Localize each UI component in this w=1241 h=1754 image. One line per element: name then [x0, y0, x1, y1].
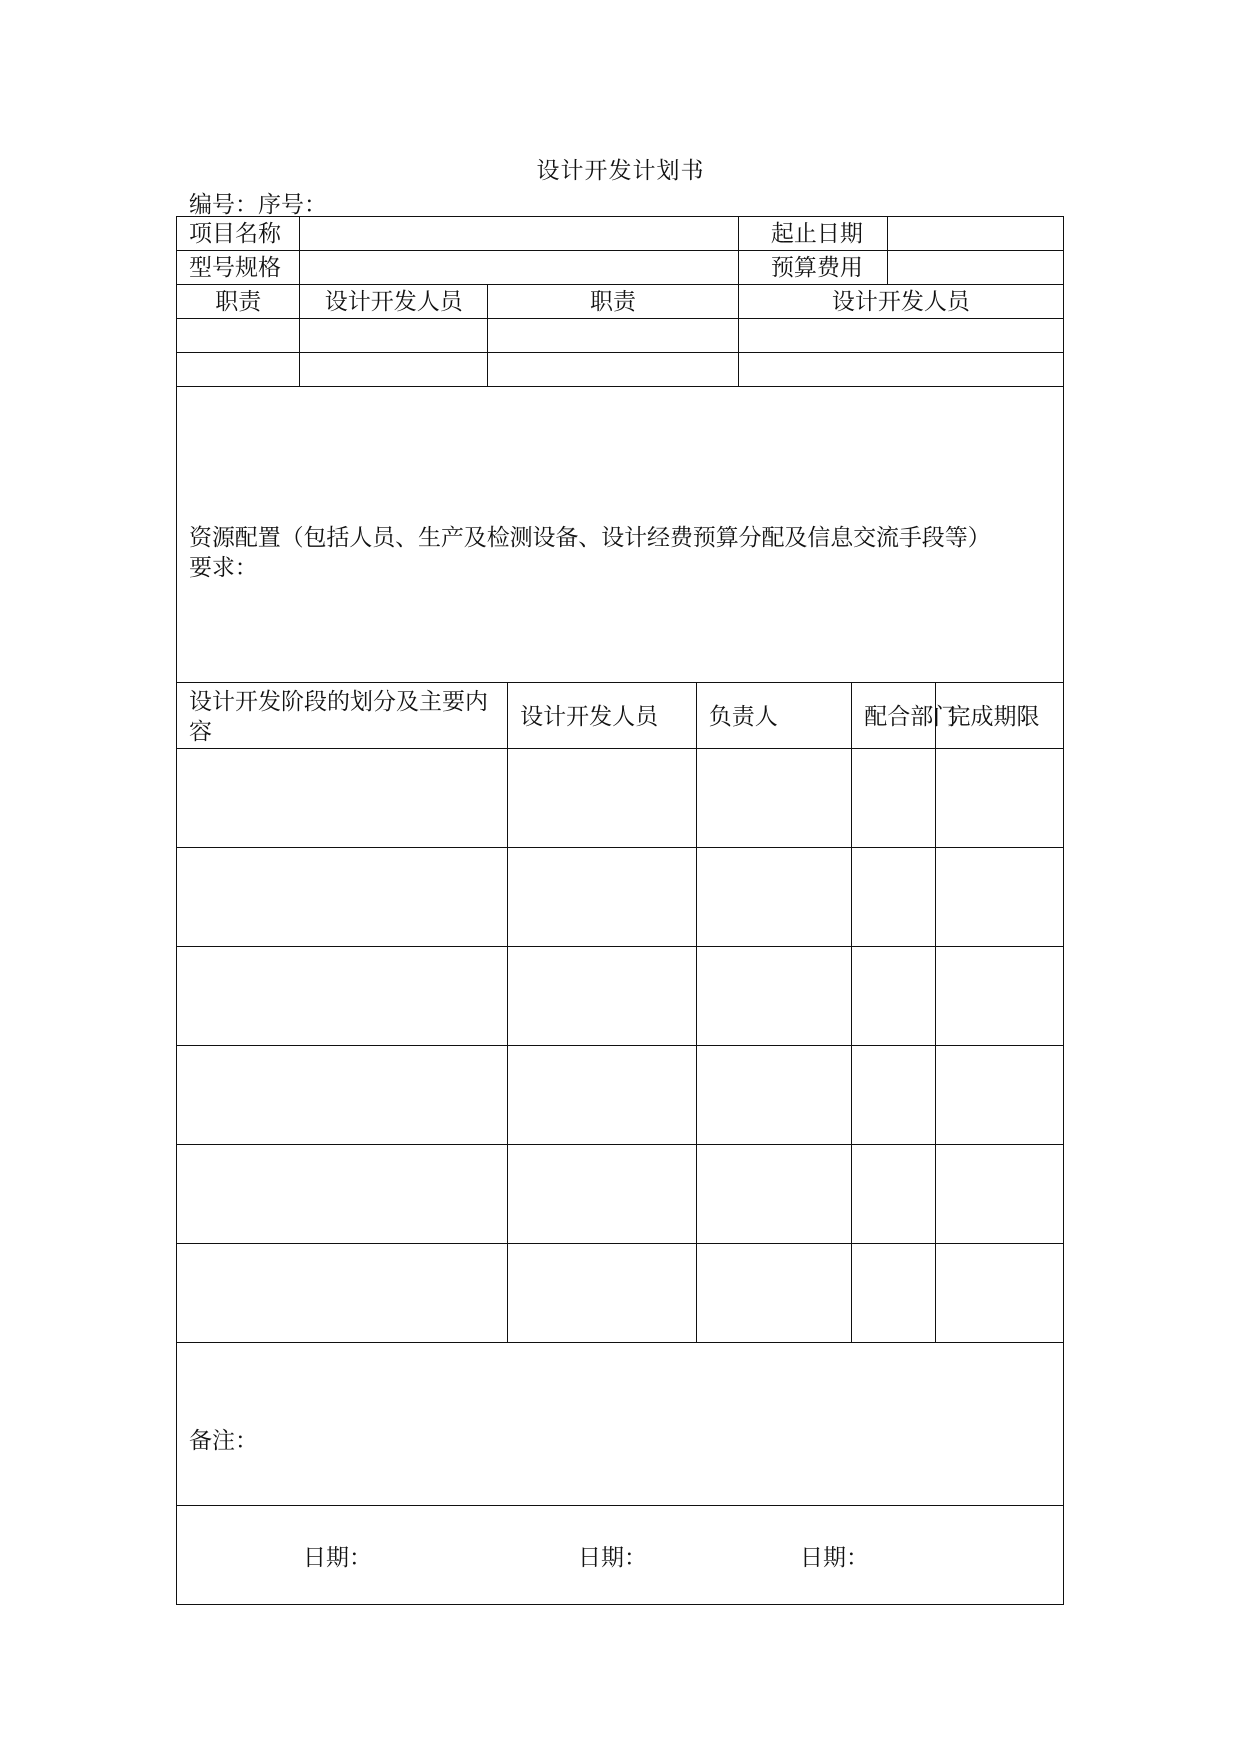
model-field[interactable]: [300, 251, 738, 285]
serial-line: [189, 186, 327, 219]
stage-cell[interactable]: [508, 848, 697, 947]
stage-cell[interactable]: [177, 1046, 508, 1145]
stage-cell[interactable]: [177, 1145, 508, 1244]
stage-cell[interactable]: [508, 749, 697, 848]
model-label: 型号规格: [177, 251, 300, 285]
stage-header-developer: 设计开发人员: [508, 683, 697, 749]
stage-cell[interactable]: [696, 1145, 852, 1244]
stage-cell[interactable]: [177, 947, 508, 1046]
project-name-field[interactable]: [300, 217, 738, 251]
stage-header-content: 设计开发阶段的划分及主要内容: [177, 683, 508, 749]
period-field[interactable]: [888, 217, 1064, 251]
sequence-label: 序号：: [258, 192, 327, 218]
remarks-cell[interactable]: [177, 1343, 1064, 1506]
signature-dates: [189, 1537, 1051, 1573]
stage-cell[interactable]: [935, 749, 1064, 848]
stage-cell[interactable]: [935, 1145, 1064, 1244]
stage-cell[interactable]: [508, 1046, 697, 1145]
stage-cell[interactable]: [696, 749, 852, 848]
stage-cell[interactable]: [177, 1244, 508, 1343]
plan-form-table: [176, 216, 1064, 1605]
resources-row: [177, 387, 1064, 683]
stage-cell[interactable]: [177, 749, 508, 848]
staff-header-duty-1: 职责: [177, 285, 300, 319]
stage-cell[interactable]: [935, 848, 1064, 947]
staff-cell[interactable]: [738, 319, 1063, 353]
stage-cell[interactable]: [935, 947, 1064, 1046]
project-name-label: 项目名称: [177, 217, 300, 251]
staff-header-row: [177, 285, 1064, 319]
signature-cell[interactable]: [177, 1506, 1064, 1605]
remarks-label: 备注：: [189, 1428, 258, 1454]
stage-header-owner: 负责人: [696, 683, 852, 749]
signature-date-3: 日期：: [800, 1545, 869, 1571]
staff-cell[interactable]: [738, 353, 1063, 387]
stage-row: [177, 848, 1064, 947]
stage-cell[interactable]: [508, 947, 697, 1046]
staff-cell[interactable]: [300, 353, 488, 387]
signature-date-1: 日期：: [303, 1545, 372, 1571]
staff-cell[interactable]: [488, 319, 739, 353]
stage-cell[interactable]: [852, 1244, 935, 1343]
staff-header-developer-1: 设计开发人员: [300, 285, 488, 319]
stage-cell[interactable]: [935, 1244, 1064, 1343]
stage-row: [177, 947, 1064, 1046]
stage-cell[interactable]: [852, 1145, 935, 1244]
stage-cell[interactable]: [852, 947, 935, 1046]
number-label: 编号：: [189, 192, 258, 218]
stage-header-department: 配合部门: [852, 683, 935, 749]
stage-cell[interactable]: [696, 848, 852, 947]
stage-cell[interactable]: [696, 1244, 852, 1343]
stage-cell[interactable]: [696, 1046, 852, 1145]
stage-cell[interactable]: [935, 1046, 1064, 1145]
staff-header-duty-2: 职责: [488, 285, 739, 319]
stage-cell[interactable]: [177, 848, 508, 947]
signature-date-2: 日期：: [578, 1545, 647, 1571]
resources-cell[interactable]: [177, 387, 1064, 683]
stage-cell[interactable]: [508, 1145, 697, 1244]
stage-cell[interactable]: [852, 848, 935, 947]
document-title: 设计开发计划书: [536, 158, 705, 184]
staff-row: [177, 319, 1064, 353]
stage-cell[interactable]: [508, 1244, 697, 1343]
staff-header-developer-2: 设计开发人员: [738, 285, 1063, 319]
staff-row: [177, 353, 1064, 387]
model-row: [177, 251, 1064, 285]
budget-label: 预算费用: [738, 251, 887, 285]
stage-row: [177, 1244, 1064, 1343]
resources-requirement-label: 要求：: [189, 554, 258, 581]
stage-cell[interactable]: [852, 1046, 935, 1145]
staff-cell[interactable]: [177, 319, 300, 353]
project-row: [177, 217, 1064, 251]
stage-row: [177, 1046, 1064, 1145]
stage-cell[interactable]: [852, 749, 935, 848]
stage-row: [177, 1145, 1064, 1244]
remarks-row: [177, 1343, 1064, 1506]
staff-cell[interactable]: [488, 353, 739, 387]
stage-header-deadline: 完成期限: [935, 683, 1064, 749]
stage-cell[interactable]: [696, 947, 852, 1046]
period-label: 起止日期: [738, 217, 887, 251]
stage-row: [177, 749, 1064, 848]
signature-row: [177, 1506, 1064, 1605]
budget-field[interactable]: [888, 251, 1064, 285]
resources-text: 资源配置（包括人员、生产及检测设备、设计经费预算分配及信息交流手段等）: [189, 524, 991, 551]
staff-cell[interactable]: [300, 319, 488, 353]
staff-cell[interactable]: [177, 353, 300, 387]
stage-header-row: [177, 683, 1064, 749]
